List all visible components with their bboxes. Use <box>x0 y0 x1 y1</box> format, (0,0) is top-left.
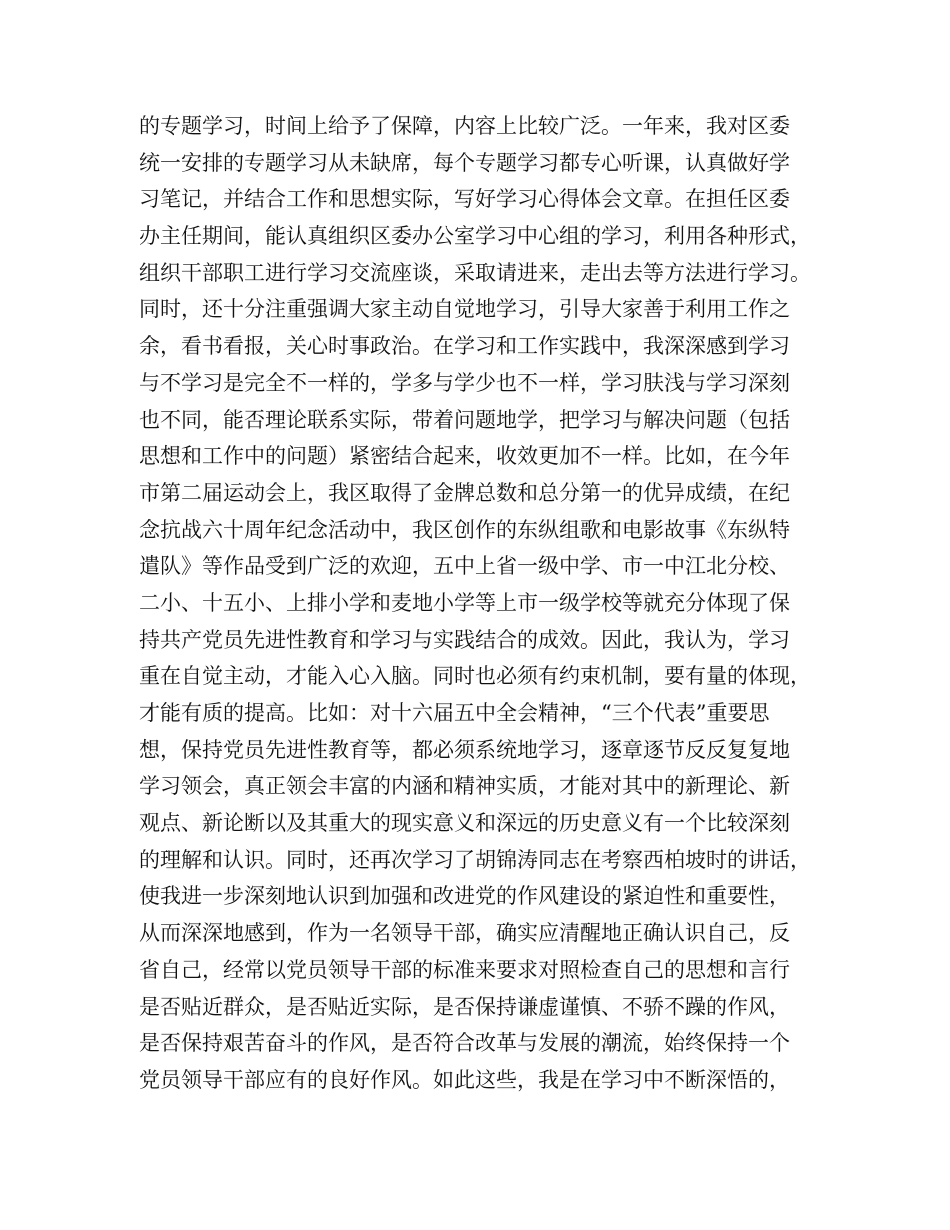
text-line: 重在自觉主动，才能入心入脑。同时也必须有约束机制，要有量的体现， <box>139 664 811 689</box>
text-line: 从而深深地感到，作为一名领导干部，确实应清醒地正确认识自己，反 <box>139 921 790 946</box>
text-line: 余，看书看报，关心时事政治。在学习和工作实践中，我深深感到学习 <box>139 334 790 359</box>
text-line: 同时，还十分注重强调大家主动自觉地学习，引导大家善于利用工作之 <box>139 297 790 322</box>
text-line: 想，保持党员先进性教育等，都必须系统地学习，逐章逐节反反复复地 <box>139 737 790 762</box>
text-line: 的理解和认识。同时，还再次学习了胡锦涛同志在考察西柏坡时的讲话， <box>139 847 811 872</box>
text-line: 二小、十五小、上排小学和麦地小学等上市一级学校等就充分体现了保 <box>139 590 790 615</box>
text-line: 才能有质的提高。比如：对十六届五中全会精神，“三个代表”重要思 <box>139 701 770 725</box>
text-line: 使我进一步深刻地认识到加强和改进党的作风建设的紧迫性和重要性， <box>139 884 790 909</box>
text-line: 学习领会，真正领会丰富的内涵和精神实质，才能对其中的新理论、新 <box>139 774 790 799</box>
text-line: 组织干部职工进行学习交流座谈，采取请进来，走出去等方法进行学习。 <box>139 260 811 285</box>
text-line: 省自己，经常以党员领导干部的标准来要求对照检查自己的思想和言行 <box>139 957 790 982</box>
text-line: 也不同，能否理论联系实际，带着问题地学，把学习与解决问题（包括 <box>139 407 790 432</box>
text-line: 党员领导干部应有的良好作风。如此这些，我是在学习中不断深悟的， <box>139 1067 790 1092</box>
text-line: 是否贴近群众，是否贴近实际，是否保持谦虚谨慎、不骄不躁的作风， <box>139 994 790 1019</box>
text-line: 市第二届运动会上，我区取得了金牌总数和总分第一的优异成绩，在纪 <box>139 480 790 505</box>
text-line: 习笔记，并结合工作和思想实际，写好学习心得体会文章。在担任区委 <box>139 187 790 212</box>
text-line: 念抗战六十周年纪念活动中，我区创作的东纵组歌和电影故事《东纵特 <box>139 517 790 542</box>
body-text <box>139 108 829 1099</box>
text-line: 持共产党员先进性教育和学习与实践结合的成效。因此，我认为，学习 <box>139 627 790 652</box>
text-line: 与不学习是完全不一样的，学多与学少也不一样，学习肤浅与学习深刻 <box>139 370 790 395</box>
text-line: 是否保持艰苦奋斗的作风，是否符合改革与发展的潮流，始终保持一个 <box>139 1031 790 1056</box>
text-line: 统一安排的专题学习从未缺席，每个专题学习都专心听课，认真做好学 <box>139 150 790 175</box>
text-line: 办主任期间，能认真组织区委办公室学习中心组的学习，利用各种形式， <box>139 224 811 249</box>
text-line: 遣队》等作品受到广泛的欢迎，五中上省一级中学、市一中江北分校、 <box>139 554 790 579</box>
text-line: 的专题学习，时间上给予了保障，内容上比较广泛。一年来，我对区委 <box>139 114 790 138</box>
text-line: 思想和工作中的问题）紧密结合起来，收效更加不一样。比如，在今年 <box>139 444 790 469</box>
text-line: 观点、新论断以及其重大的现实意义和深远的历史意义有一个比较深刻 <box>139 811 790 836</box>
